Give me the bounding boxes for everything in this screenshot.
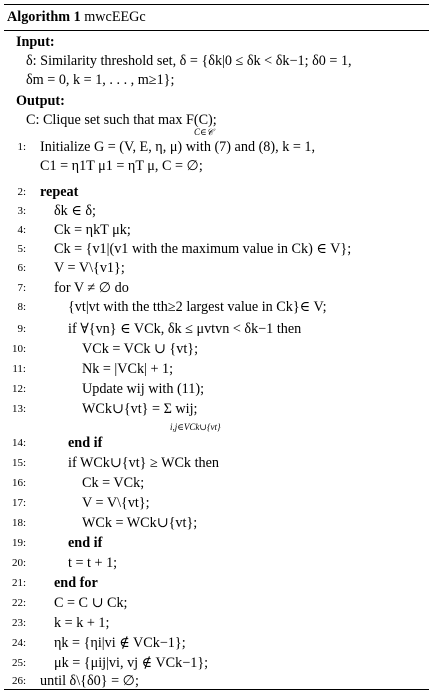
line-number: 20:: [11, 557, 26, 569]
algorithm-header: [4, 5, 429, 31]
input-title: Input:: [16, 34, 55, 50]
line-number: 12:: [11, 383, 26, 395]
line-text: end if: [68, 535, 103, 551]
line-text: WCk∪{vt} = Σ wij;: [82, 401, 198, 417]
line-text: {vt|vt with the tth≥2 largest value in Ck}∈ V;: [68, 299, 327, 315]
line-number: 24:: [11, 637, 26, 649]
sum-limit: i,j∈VCk∪{vt}: [170, 422, 221, 432]
line-text: for V ≠ ∅ do: [54, 280, 129, 296]
line-number: 11:: [12, 363, 26, 375]
line-text: WCk = WCk∪{vt};: [82, 515, 198, 531]
line-text: until δ\{δ0} = ∅;: [40, 673, 139, 689]
line-text: ηk = {ηi|vi ∉ VCk−1};: [54, 635, 186, 651]
line-text: V = V\{v1};: [54, 260, 125, 276]
line-text: t = t + 1;: [68, 555, 118, 571]
line-text: C = C ∪ Ck;: [54, 595, 128, 611]
line-number: 3:: [17, 205, 26, 217]
line-number: 18:: [11, 517, 26, 529]
line-number: 15:: [11, 457, 26, 469]
line-number: 17:: [11, 497, 26, 509]
line-number: 22:: [11, 597, 26, 609]
line-number: 25:: [11, 657, 26, 669]
algorithm-label: Algorithm 1: [7, 9, 81, 25]
line-number: 7:: [17, 282, 26, 294]
algorithm-name: mwcEEGc: [84, 9, 146, 25]
input-text-1: δ: Similarity threshold set, δ = {δk|0 ≤ δk < δk−1; δ0 = 1,: [26, 53, 352, 69]
line-number: 2:: [17, 186, 26, 198]
line-number: 19:: [11, 537, 26, 549]
output-text-1: C: Clique set such that max F(C);: [26, 112, 217, 128]
line-text: k = k + 1;: [54, 615, 110, 631]
line-number: 13:: [11, 403, 26, 415]
algorithm-box: [4, 4, 429, 690]
line-text: δk ∈ δ;: [54, 203, 97, 219]
line-text: Nk = |VCk| + 1;: [82, 361, 174, 377]
line-number: 5:: [17, 243, 26, 255]
line-number: 1:: [17, 141, 26, 153]
output-max-subscript: C∈𝒞: [194, 127, 214, 137]
line-number: 4:: [17, 224, 26, 236]
line-text: Update wij with (11);: [82, 381, 205, 397]
line-number: 8:: [17, 301, 26, 313]
line-text: if ∀{vn} ∈ VCk, δk ≤ μvtvn < δk−1 then: [68, 321, 302, 337]
line-text: if WCk∪{vt} ≥ WCk then: [68, 455, 219, 471]
line-text: end for: [54, 575, 98, 591]
line-number: 16:: [11, 477, 26, 489]
line-text: Ck = VCk;: [82, 475, 145, 491]
line-text: μk = {μij|vi, vj ∉ VCk−1};: [54, 655, 209, 671]
line-text: Initialize G = (V, E, η, μ) with (7) and (8), k = 1,: [40, 139, 316, 155]
line-text: C1 = η1T μ1 = ηT μ, C = ∅;: [40, 158, 203, 174]
line-text: V = V\{vt};: [82, 495, 150, 511]
line-text: Ck = {v1|(v1 with the maximum value in Ck) ∈ V};: [54, 241, 352, 257]
line-number: 6:: [17, 262, 26, 274]
line-text: end if: [68, 435, 103, 451]
output-title: Output:: [16, 93, 65, 109]
line-number: 10:: [11, 343, 26, 355]
line-text: Ck = ηkT μk;: [54, 222, 131, 238]
line-number: 23:: [11, 617, 26, 629]
line-text: repeat: [40, 184, 79, 200]
line-number: 26:: [11, 675, 26, 687]
line-number: 9:: [17, 323, 26, 335]
line-text: VCk = VCk ∪ {vt};: [82, 341, 199, 357]
input-text-2: δm = 0, k = 1, . . . , m≥1};: [26, 72, 175, 88]
line-number: 14:: [11, 437, 26, 449]
line-number: 21:: [11, 577, 26, 589]
